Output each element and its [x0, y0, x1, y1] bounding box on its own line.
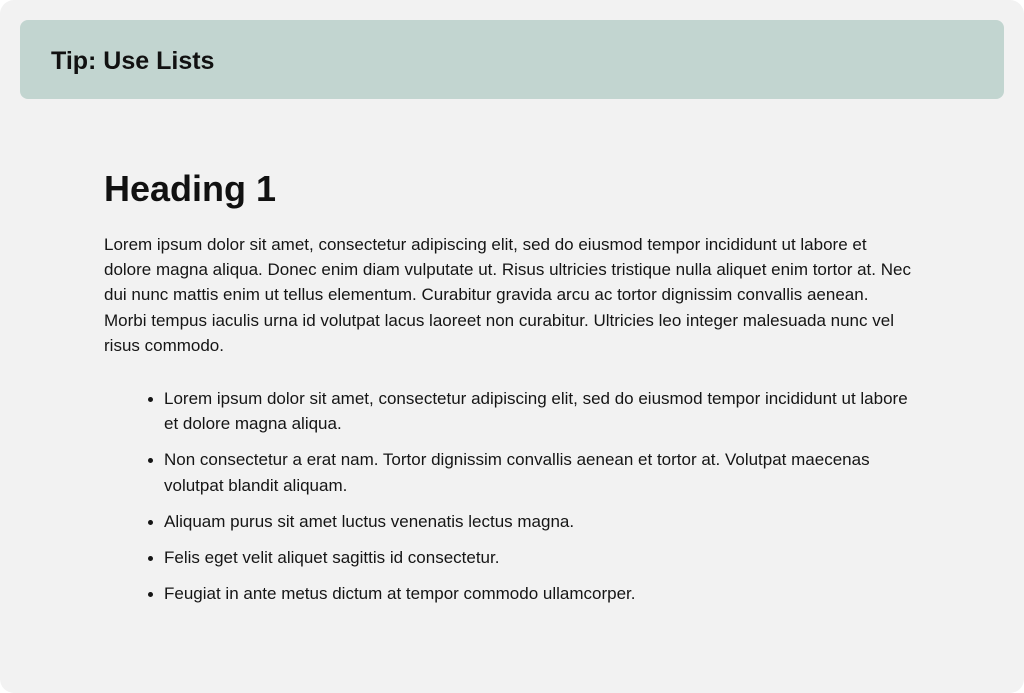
list-item: [148, 447, 914, 497]
bullet-icon: [148, 592, 153, 597]
bullet-list: [104, 386, 914, 606]
list-item-text: Lorem ipsum dolor sit amet, consectetur adipiscing elit, sed do eiusmod tempor incididunt ut labore et dolore magna aliqua.: [164, 389, 908, 434]
tip-banner: [20, 20, 1004, 99]
list-item: [148, 386, 914, 436]
list-item: [148, 581, 914, 606]
list-item: [148, 545, 914, 570]
page-heading: Heading 1: [104, 168, 277, 209]
bullet-icon: [148, 520, 153, 525]
list-item: [148, 509, 914, 534]
bullet-icon: [148, 556, 153, 561]
list-item-text: Felis eget velit aliquet sagittis id consectetur.: [164, 548, 500, 568]
tip-title: Tip: Use Lists: [51, 47, 215, 75]
bullet-icon: [148, 397, 153, 402]
document-content: [104, 165, 914, 617]
body-paragraph: Lorem ipsum dolor sit amet, consectetur adipiscing elit, sed do eiusmod tempor incididunt ut labore et dolore magna aliqua. Donec enim diam vulputate ut. Risus ultricies tristique nulla aliquet enim tortor at. Nec dui nunc mattis enim ut tellus elementum. Curabitur gravida arcu ac tortor dignissim convallis aenean. Morbi tempus iaculis urna id volutpat lacus laoreet non curabitur. Ultricies leo integer malesuada nunc vel risus commodo.: [104, 235, 911, 355]
list-item-text: Aliquam purus sit amet luctus venenatis lectus magna.: [164, 511, 575, 531]
list-item-text: Feugiat in ante metus dictum at tempor commodo ullamcorper.: [164, 584, 636, 604]
bullet-icon: [148, 458, 153, 463]
list-item-text: Non consectetur a erat nam. Tortor dignissim convallis aenean et tortor at. Volutpat maecenas volutpat blandit aliquam.: [164, 450, 870, 495]
